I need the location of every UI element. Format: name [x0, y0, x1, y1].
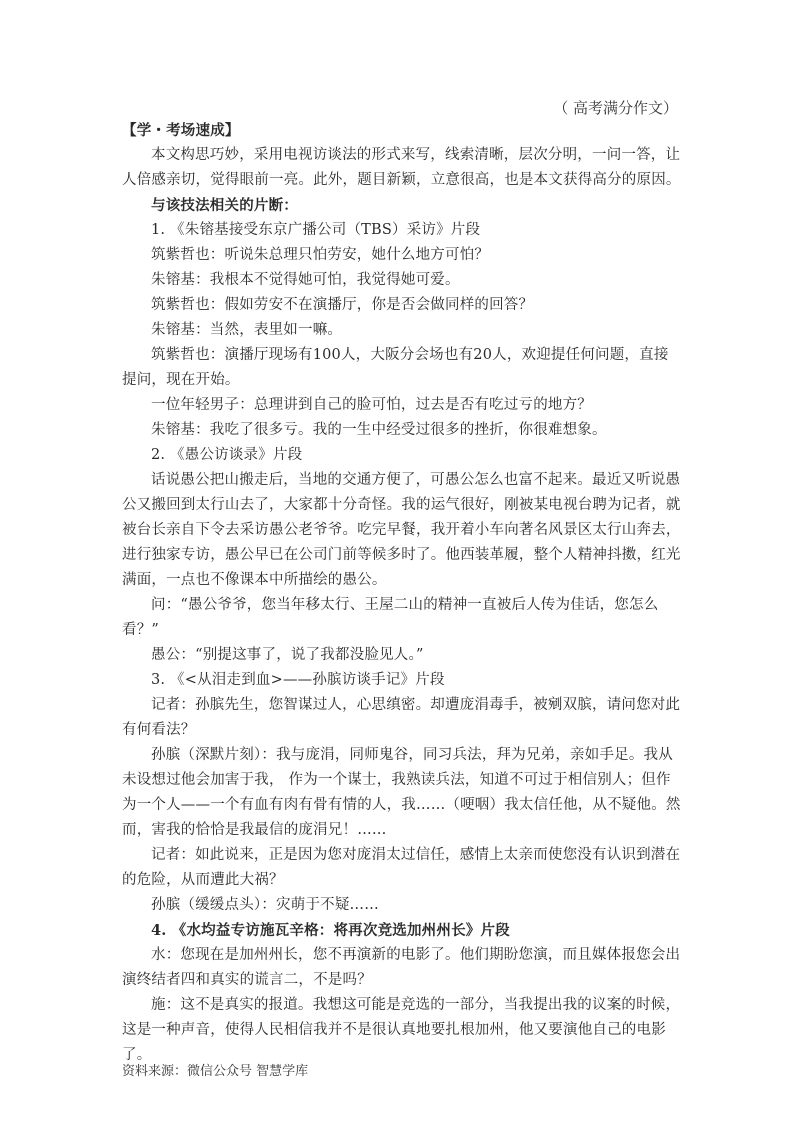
- excerpt-title-1: 1. 《朱镕基接受东京广播公司（TBS）采访》片段: [151, 222, 481, 238]
- dialogue-line: 孙膑（深默片刻）：我与庞涓，同师鬼谷，同习兵法，拜为兄弟，亲如手足。我从未设想过他会加害于我， 作为一个谋士，我熟读兵法，知道不可过于相信别人；但作为一个人——一个有血有肉有骨有情的人，我……（哽咽）我太信任他，从不疑他。然而，害我的恰恰是我最信的庞涓兄！……: [122, 747, 681, 838]
- footer-source: 资料来源：微信公众号 智慧学库: [122, 1064, 309, 1079]
- excerpt-title-2: 2. 《愚公访谈录》片段: [151, 447, 303, 463]
- dialogue-line: 施：这不是真实的报道。我想这可能是竞选的一部分，当我提出我的议案的时候，这是一种声音，使得人民相信我并不是很认真地要扎根加州，他又要演他自己的电影了。: [122, 997, 681, 1063]
- dialogue-line: 筑紫哲也：听说朱总理只怕劳安，她什么地方可怕？: [151, 247, 490, 263]
- dialogue-line: 朱镕基：我吃了很多亏。我的一生中经受过很多的挫折，你很难想象。: [151, 422, 607, 438]
- dialogue-line: 筑紫哲也：假如劳安不在演播厅，你是否会做同样的回答？: [151, 297, 534, 313]
- source-tag: （ 高考满分作文）: [553, 99, 678, 117]
- dialogue-line: 孙膑（缓缓点头）：灾萌于不疑……: [151, 897, 379, 913]
- dialogue-line: 记者：如此说来，正是因为您对庞涓太过信任，感情上太亲而使您没有认识到潜在的危险，从而遭此大祸？: [122, 847, 681, 888]
- dialogue-line: 水：您现在是加州州长，您不再演新的电影了。他们期盼您演，而且媒体报您会出演终结者四和真实的谎言二，不是吗？: [122, 947, 681, 988]
- narrative-paragraph: 话说愚公把山搬走后，当地的交通方便了，可愚公怎么也富不起来。最近又听说愚公又搬回到太行山去了，大家都十分奇怪。我的运气很好，刚被某电视台聘为记者，就被台长亲自下令去采访愚公老爷爷。吃完早餐，我开着小车向著名风景区太行山奔去，进行独家专访，愚公早已在公司门前等候多时了。他西装革履，整个人精神抖擞，红光满面，一点也不像课本中所描绘的愚公。: [122, 472, 681, 588]
- dialogue-line: 朱镕基：我根本不觉得她可怕，我觉得她可爱。: [151, 272, 460, 288]
- section-title: 【学・考场速成】: [122, 122, 240, 139]
- excerpt-title-3: 3. 《<从泪走到血>——孙膑访谈手记》片段: [151, 672, 445, 688]
- related-heading: 与该技法相关的片断：: [151, 197, 298, 214]
- dialogue-line: 愚公：“别提这事了，说了我都没脸见人。”: [151, 647, 424, 663]
- dialogue-line: 问：“愚公爷爷，您当年移太行、王屋二山的精神一直被后人传为佳话，您怎么看？”: [122, 597, 659, 638]
- excerpt-title-4: 4. 《水均益专访施瓦辛格：将再次竞选加州州长》片段: [151, 922, 510, 939]
- dialogue-line: 记者：孙膑先生，您智谋过人，心思缜密。却遭庞涓毒手，被剜双膑，请问您对此有何看法？: [122, 697, 681, 738]
- dialogue-line: 朱镕基：当然，表里如一嘛。: [151, 322, 343, 338]
- document-body: [122, 118, 682, 1068]
- summary-paragraph: 本文构思巧妙，采用电视访谈法的形式来写，线索清晰，层次分明，一问一答，让人倍感亲切，觉得眼前一亮。此外，题目新颖，立意很高，也是本文获得高分的原因。: [122, 147, 681, 188]
- dialogue-line: 筑紫哲也：演播厅现场有100人，大阪分会场也有20人，欢迎提任何问题，直接提问，现在开始。: [122, 347, 669, 388]
- dialogue-line: 一位年轻男子：总理讲到自己的脸可怕，过去是否有吃过亏的地方？: [151, 397, 592, 413]
